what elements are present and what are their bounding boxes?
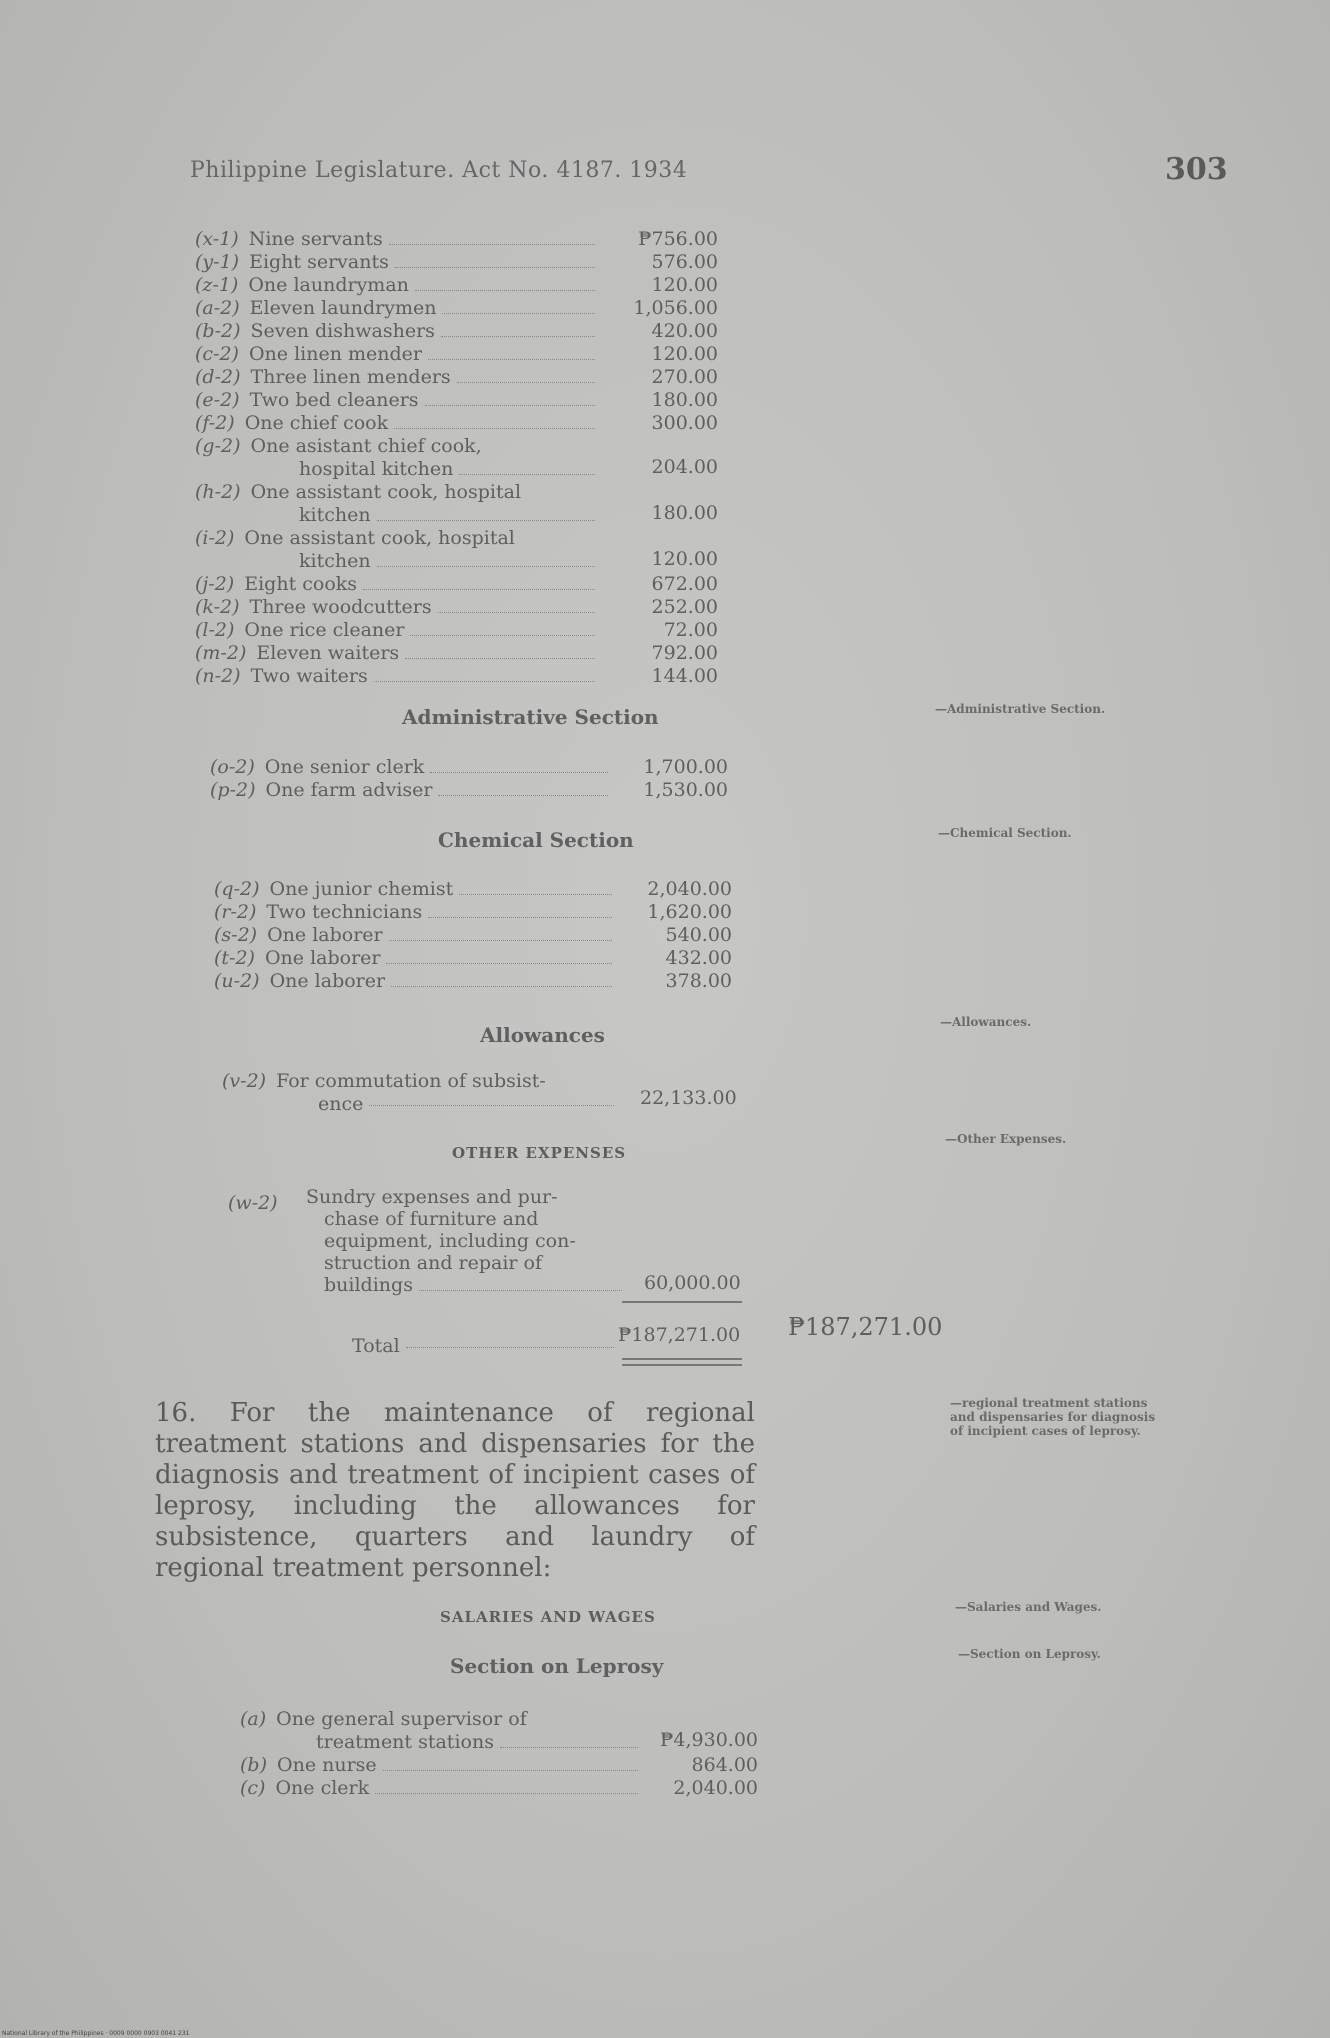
- total-amount: ₱187,271.00: [618, 1324, 741, 1346]
- allowance-row-cont: [318, 1093, 614, 1116]
- leprosy-margin-note: —Section on Leprosy.: [958, 1647, 1101, 1661]
- leader-dots: [430, 760, 608, 773]
- other-expenses-margin-note: —Other Expenses.: [945, 1132, 1067, 1146]
- list-row: [195, 619, 595, 642]
- item-label: One laborer: [264, 947, 381, 969]
- item-key: (u-2): [214, 970, 260, 992]
- list-row: [214, 901, 612, 924]
- leader-dots: [438, 600, 595, 613]
- item-key: (a): [240, 1708, 267, 1730]
- list-row-cont: [299, 458, 595, 481]
- item-amount: 144.00: [651, 665, 718, 687]
- leader-dots: [374, 669, 595, 682]
- item-amount: 1,700.00: [643, 756, 728, 778]
- item-amount: 120.00: [651, 274, 718, 296]
- paragraph-16: 16. For the maintenance of regional treatment stations and dispensaries for the diagnosis and treatment of incipient cases of leprosy, including the allowances for subsistence, quarters and laundry of regional treatment personnel:: [155, 1398, 755, 1583]
- item-key: (p-2): [210, 779, 256, 801]
- item-key: (n-2): [195, 665, 241, 687]
- item-label: One laborer: [267, 924, 383, 946]
- leader-dots: [459, 462, 595, 475]
- list-row: [195, 435, 595, 458]
- total-rule-1: [622, 1358, 742, 1360]
- item-amount: 120.00: [651, 343, 718, 365]
- list-row: [214, 947, 612, 970]
- item-amount: 540.00: [665, 924, 732, 946]
- allowance-key: (v-2): [222, 1070, 267, 1092]
- leader-dots: [395, 255, 595, 268]
- item-amount: 792.00: [651, 642, 718, 664]
- admin-section-title: Administrative Section: [402, 705, 659, 729]
- list-row: [195, 573, 595, 596]
- leader-dots: [438, 783, 608, 796]
- list-row: [195, 665, 595, 688]
- item-amount: 1,056.00: [633, 297, 718, 319]
- library-credit: National Library of the Philippines · 0009 0000 0903 0041 231: [2, 2030, 190, 2037]
- item-amount: 180.00: [651, 502, 718, 524]
- total-row: [352, 1335, 614, 1358]
- list-row: [214, 878, 612, 901]
- item-label-cont: kitchen: [299, 504, 371, 526]
- allowance-row: [222, 1070, 546, 1093]
- item-label: One chief cook: [244, 412, 389, 434]
- leader-dots: [415, 278, 595, 291]
- other-expense-line: [324, 1208, 622, 1231]
- item-label-cont: treatment stations: [316, 1731, 494, 1753]
- allowance-label: For commutation of subsist-: [276, 1070, 546, 1092]
- paragraph-16-margin-note: —regional treatment stations and dispensaries for diagnosis of incipient cases of leprosy.: [950, 1396, 1156, 1438]
- leader-dots: [500, 1735, 638, 1748]
- list-row: [195, 274, 595, 297]
- page-number: 303: [1165, 152, 1228, 187]
- item-label: One laborer: [269, 970, 386, 992]
- other-expense-text: equipment, including con-: [324, 1230, 576, 1252]
- item-key: (t-2): [214, 947, 255, 969]
- item-key: (r-2): [214, 901, 257, 923]
- list-row-cont: [316, 1731, 638, 1754]
- list-row: [214, 924, 612, 947]
- other-expense-line: [306, 1186, 622, 1209]
- list-row: [195, 343, 595, 366]
- list-row: [195, 596, 595, 619]
- leader-dots: [377, 508, 595, 521]
- item-amount: 864.00: [691, 1754, 758, 1776]
- item-amount: ₱4,930.00: [659, 1729, 758, 1751]
- item-label: One senior clerk: [264, 756, 425, 778]
- leader-dots: [363, 577, 595, 590]
- chemical-section-title: Chemical Section: [438, 828, 634, 852]
- chemical-margin-note: —Chemical Section.: [938, 826, 1072, 840]
- item-label: One linen mender: [248, 343, 422, 365]
- item-key: (l-2): [195, 619, 235, 641]
- leader-dots: [442, 301, 595, 314]
- item-key: (i-2): [195, 527, 235, 549]
- leader-dots: [389, 928, 612, 941]
- item-amount: 72.00: [663, 619, 718, 641]
- total-rule-2: [622, 1364, 742, 1366]
- item-amount: ₱756.00: [638, 228, 718, 250]
- item-label: One nurse: [277, 1754, 377, 1776]
- other-expenses-amount: 60,000.00: [644, 1272, 741, 1294]
- item-amount: 120.00: [651, 548, 718, 570]
- leader-dots: [391, 974, 612, 987]
- item-key: (o-2): [210, 756, 255, 778]
- item-amount: 180.00: [651, 389, 718, 411]
- item-label: One general supervisor of: [276, 1708, 527, 1730]
- item-amount: 2,040.00: [647, 878, 732, 900]
- item-key: (f-2): [195, 412, 235, 434]
- allowance-amount: 22,133.00: [640, 1087, 737, 1109]
- leader-dots: [428, 347, 595, 360]
- item-label: Three woodcutters: [249, 596, 432, 618]
- item-amount: 672.00: [651, 573, 718, 595]
- list-row: [240, 1754, 638, 1777]
- item-key: (d-2): [195, 366, 241, 388]
- leader-dots: [459, 882, 612, 895]
- item-label-cont: hospital kitchen: [299, 458, 454, 480]
- admin-margin-note: —Administrative Section.: [935, 702, 1106, 716]
- item-label: One clerk: [275, 1777, 370, 1799]
- total-label: Total: [352, 1335, 400, 1357]
- item-label: Eight cooks: [244, 573, 358, 595]
- salaries-margin-note: —Salaries and Wages.: [955, 1600, 1102, 1614]
- item-label: Nine servants: [248, 228, 383, 250]
- item-key: (e-2): [195, 389, 240, 411]
- item-key: (x-1): [195, 228, 239, 250]
- other-expense-line: [324, 1230, 622, 1253]
- other-expense-text: struction and repair of: [324, 1252, 543, 1274]
- item-key: (c): [240, 1777, 266, 1799]
- list-row: [195, 642, 595, 665]
- list-row: [195, 481, 595, 504]
- item-label: One assistant cook, hospital: [250, 481, 522, 503]
- allowances-margin-note: —Allowances.: [940, 1015, 1032, 1029]
- item-label: Two technicians: [266, 901, 423, 923]
- item-key: (b): [240, 1754, 267, 1776]
- item-amount: 432.00: [665, 947, 732, 969]
- leprosy-section-title: Section on Leprosy: [450, 1654, 664, 1678]
- item-key: (q-2): [214, 878, 260, 900]
- leader-dots: [425, 393, 595, 406]
- item-amount: 420.00: [651, 320, 718, 342]
- item-amount: 576.00: [651, 251, 718, 273]
- list-row: [195, 412, 595, 435]
- list-row-cont: [299, 504, 595, 527]
- item-amount: 252.00: [651, 596, 718, 618]
- item-key: (y-1): [195, 251, 240, 273]
- leader-dots: [389, 232, 595, 245]
- other-expenses-title: OTHER EXPENSES: [452, 1144, 627, 1162]
- list-row: [240, 1708, 638, 1731]
- list-row: [210, 779, 608, 802]
- item-label: One asistant chief cook,: [250, 435, 482, 457]
- item-label: Three linen menders: [250, 366, 451, 388]
- item-label: Eight servants: [249, 251, 389, 273]
- list-row: [210, 756, 608, 779]
- item-amount: 1,620.00: [647, 901, 732, 923]
- item-amount: 300.00: [651, 412, 718, 434]
- item-label: One rice cleaner: [244, 619, 405, 641]
- list-row: [195, 389, 595, 412]
- item-amount: 1,530.00: [643, 779, 728, 801]
- item-key: (s-2): [214, 924, 258, 946]
- leader-dots: [405, 646, 595, 659]
- list-row: [195, 251, 595, 274]
- item-key: (j-2): [195, 573, 235, 595]
- allowances-title: Allowances: [480, 1023, 605, 1047]
- leader-dots: [375, 1781, 638, 1794]
- list-row: [240, 1777, 638, 1800]
- item-label: One assistant cook, hospital: [244, 527, 515, 549]
- list-row: [195, 527, 595, 550]
- list-row: [214, 970, 612, 993]
- item-label: One junior chemist: [269, 878, 454, 900]
- item-key: (m-2): [195, 642, 247, 664]
- list-row: [195, 297, 595, 320]
- item-label: Eleven waiters: [256, 642, 400, 664]
- leader-dots: [383, 1758, 638, 1771]
- item-amount: 204.00: [651, 456, 718, 478]
- item-key: (k-2): [195, 596, 240, 618]
- other-expense-line: [324, 1252, 622, 1275]
- allowance-label-cont: ence: [318, 1093, 364, 1115]
- item-key: (c-2): [195, 343, 239, 365]
- item-key: (b-2): [195, 320, 241, 342]
- item-key: (z-1): [195, 274, 239, 296]
- item-label: One farm adviser: [265, 779, 433, 801]
- item-label: Two bed cleaners: [249, 389, 419, 411]
- other-expense-text: Sundry expenses and pur-: [306, 1186, 558, 1208]
- list-row: [195, 228, 595, 251]
- item-key: (h-2): [195, 481, 241, 503]
- salaries-title: SALARIES AND WAGES: [440, 1608, 656, 1626]
- item-amount: 378.00: [665, 970, 732, 992]
- item-amount: 2,040.00: [673, 1777, 758, 1799]
- other-expense-text: buildings: [324, 1274, 413, 1296]
- other-expense-text: chase of furniture and: [324, 1208, 539, 1230]
- item-label: Eleven laundrymen: [249, 297, 437, 319]
- leader-dots: [386, 951, 612, 964]
- list-row-cont: [299, 550, 595, 573]
- list-row: [195, 320, 595, 343]
- item-label: Seven dishwashers: [250, 320, 435, 342]
- item-amount: 270.00: [651, 366, 718, 388]
- item-key: (g-2): [195, 435, 241, 457]
- leader-dots: [394, 416, 595, 429]
- leader-dots: [410, 623, 595, 636]
- other-expense-line: [324, 1274, 622, 1297]
- item-label: One laundryman: [248, 274, 409, 296]
- leader-dots: [377, 554, 595, 567]
- leader-dots: [428, 905, 612, 918]
- item-key: (a-2): [195, 297, 240, 319]
- list-row: [195, 366, 595, 389]
- subtotal-rule: [622, 1301, 742, 1303]
- item-label-cont: kitchen: [299, 550, 371, 572]
- running-header: Philippine Legislature. Act No. 4187. 1934: [190, 158, 688, 183]
- leader-dots: [457, 370, 595, 383]
- other-expenses-key: (w-2): [228, 1192, 278, 1214]
- item-label: Two waiters: [250, 665, 368, 687]
- leader-dots: [419, 1278, 622, 1291]
- grand-total-amount: ₱187,271.00: [788, 1313, 943, 1341]
- leader-dots: [441, 324, 595, 337]
